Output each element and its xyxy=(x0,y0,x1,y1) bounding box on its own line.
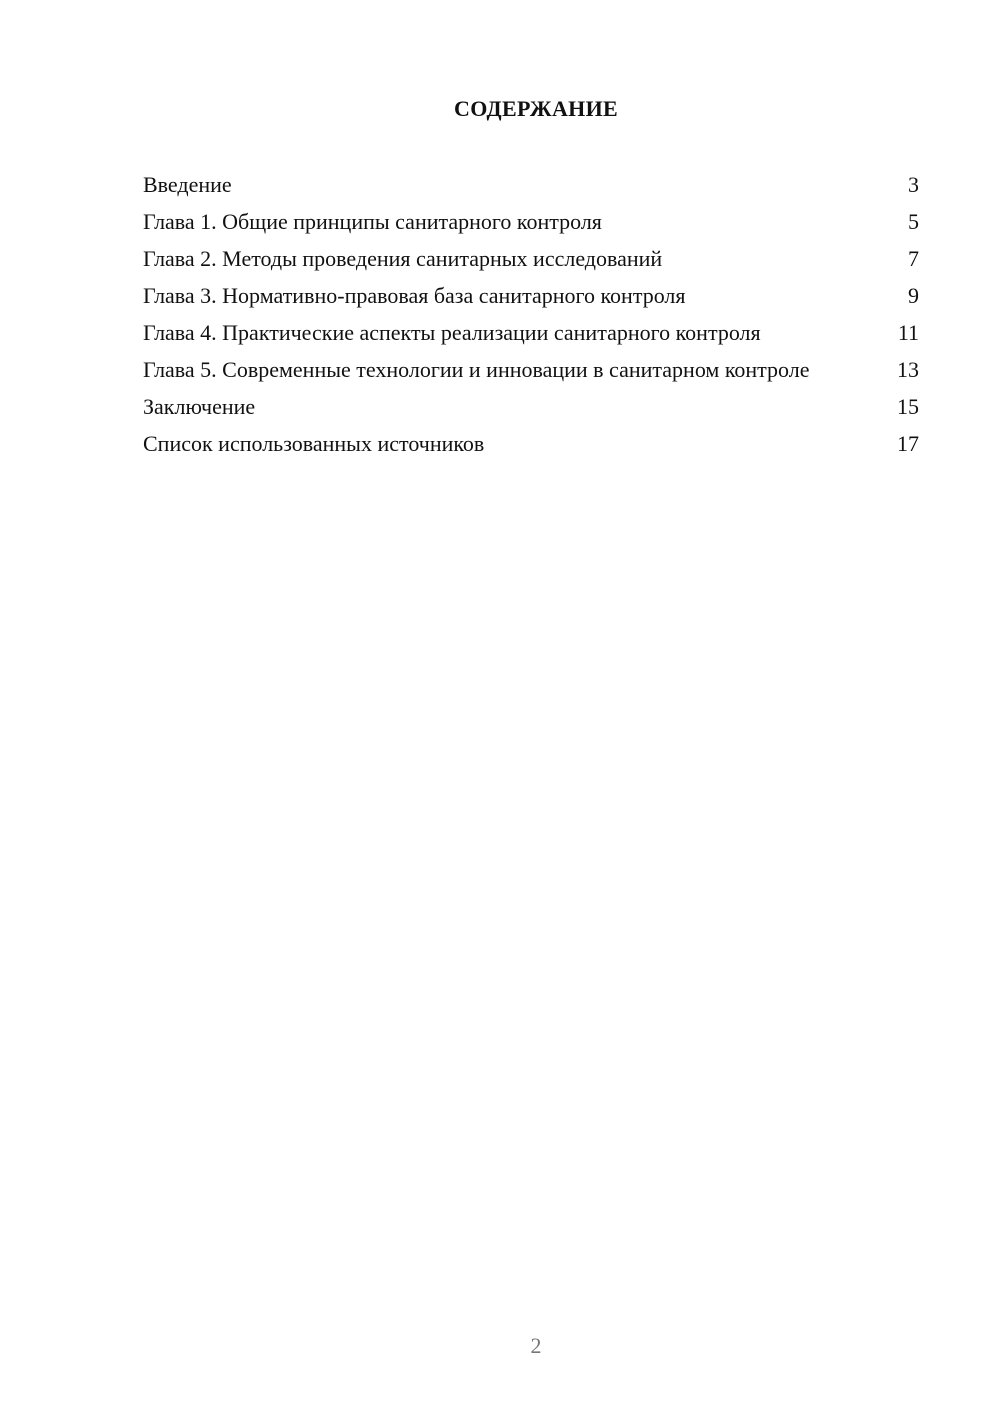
page-number: 2 xyxy=(530,1333,542,1358)
toc-entry-label: Список использованных источников xyxy=(143,431,485,456)
toc-entry-chapter-5 xyxy=(143,357,919,383)
toc-entry-chapter-4 xyxy=(143,320,919,346)
toc-entry-label: Глава 5. Современные технологии и инновации в санитарном контроле xyxy=(143,357,810,382)
toc-entry-chapter-3 xyxy=(143,283,919,309)
toc-entry-page: 11 xyxy=(897,320,919,345)
toc-entry-page: 15 xyxy=(897,394,919,419)
toc-entry-label: Глава 3. Нормативно-правовая база санитарного контроля xyxy=(143,283,686,308)
toc-entry-label: Глава 2. Методы проведения санитарных исследований xyxy=(143,246,663,271)
toc-entry-page: 7 xyxy=(908,246,919,271)
toc-entry-chapter-1 xyxy=(143,209,919,235)
toc-entry-label: Глава 4. Практические аспекты реализации санитарного контроля xyxy=(143,320,761,345)
toc-entry-label: Глава 1. Общие принципы санитарного контроля xyxy=(143,209,602,234)
table-of-contents xyxy=(143,172,919,468)
toc-entry-label: Введение xyxy=(143,172,232,197)
toc-title: СОДЕРЖАНИЕ xyxy=(454,96,618,121)
toc-entry-page: 3 xyxy=(908,172,919,197)
toc-entry-page: 5 xyxy=(908,209,919,234)
toc-entry-page: 13 xyxy=(897,357,919,382)
toc-entry-chapter-2 xyxy=(143,246,919,272)
toc-entry-introduction xyxy=(143,172,919,198)
toc-entry-page: 17 xyxy=(897,431,919,456)
toc-entry-references xyxy=(143,431,919,457)
toc-entry-label: Заключение xyxy=(143,394,256,419)
toc-entry-conclusion xyxy=(143,394,919,420)
toc-entry-page: 9 xyxy=(908,283,919,308)
